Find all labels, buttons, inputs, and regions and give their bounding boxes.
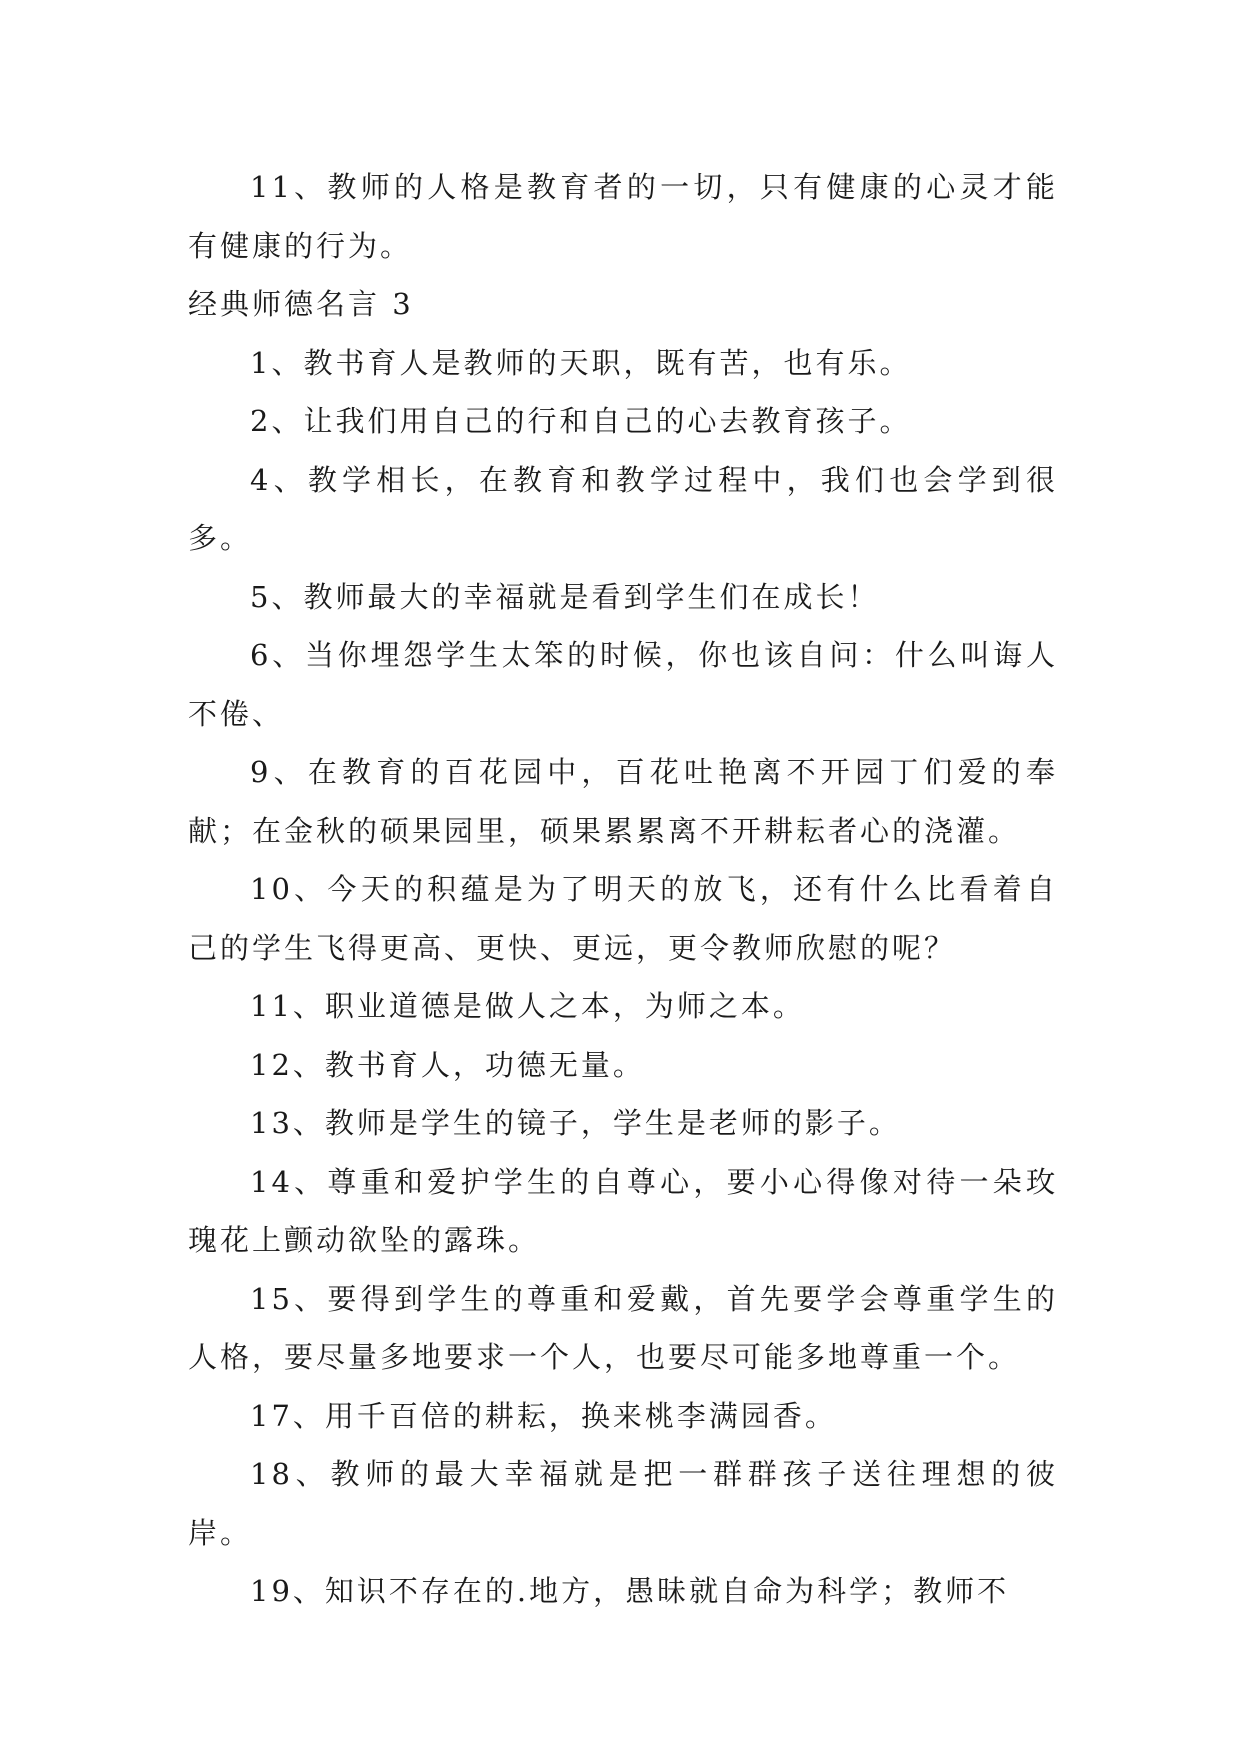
paragraph-quote-6: 6、当你埋怨学生太笨的时候，你也该自问：什么叫诲人不倦、: [188, 638, 1058, 731]
paragraph-quote-19: 19、知识不存在的.地方，愚昧就自命为科学；教师不: [250, 1574, 1010, 1608]
paragraph-quote-2: 2、让我们用自己的行和自己的心去教育孩子。: [250, 404, 912, 438]
paragraph-quote-10: 10、今天的积蕴是为了明天的放飞，还有什么比看着自己的学生飞得更高、更快、更远，更令教师欣慰的呢？: [188, 872, 1058, 965]
section-heading: 经典师德名言 3: [188, 287, 414, 321]
paragraph-quote-14: 14、尊重和爱护学生的自尊心，要小心得像对待一朵玫瑰花上颤动欲坠的露珠。: [188, 1164, 1058, 1257]
paragraph-quote-11-a: 11、教师的人格是教育者的一切，只有健康的心灵才能有健康的行为。: [188, 170, 1058, 263]
paragraph-quote-4: 4、教学相长，在教育和教学过程中，我们也会学到很多。: [188, 462, 1058, 555]
paragraph-quote-12: 12、教书育人，功德无量。: [250, 1047, 645, 1082]
document-body: [188, 158, 1058, 1621]
paragraph-quote-9: 9、在教育的百花园中，百花吐艳离不开园丁们爱的奉献；在金秋的硕果园里，硕果累累离不开耕耘者心的浇灌。: [188, 755, 1058, 848]
paragraph-quote-13: 13、教师是学生的镜子，学生是老师的影子。: [250, 1106, 901, 1140]
paragraph-quote-5: 5、教师最大的幸福就是看到学生们在成长！: [250, 579, 880, 614]
paragraph-quote-17: 17、用千百倍的耕耘，换来桃李满园香。: [250, 1398, 837, 1433]
paragraph-quote-1: 1、教书育人是教师的天职，既有苦，也有乐。: [250, 345, 912, 380]
paragraph-quote-11-b: 11、职业道德是做人之本，为师之本。: [250, 989, 805, 1023]
paragraph-quote-18: 18、教师的最大幸福就是把一群群孩子送往理想的彼岸。: [188, 1457, 1058, 1550]
paragraph-quote-15: 15、要得到学生的尊重和爱戴，首先要学会尊重学生的人格，要尽量多地要求一个人，也要尽可能多地尊重一个。: [188, 1281, 1058, 1374]
